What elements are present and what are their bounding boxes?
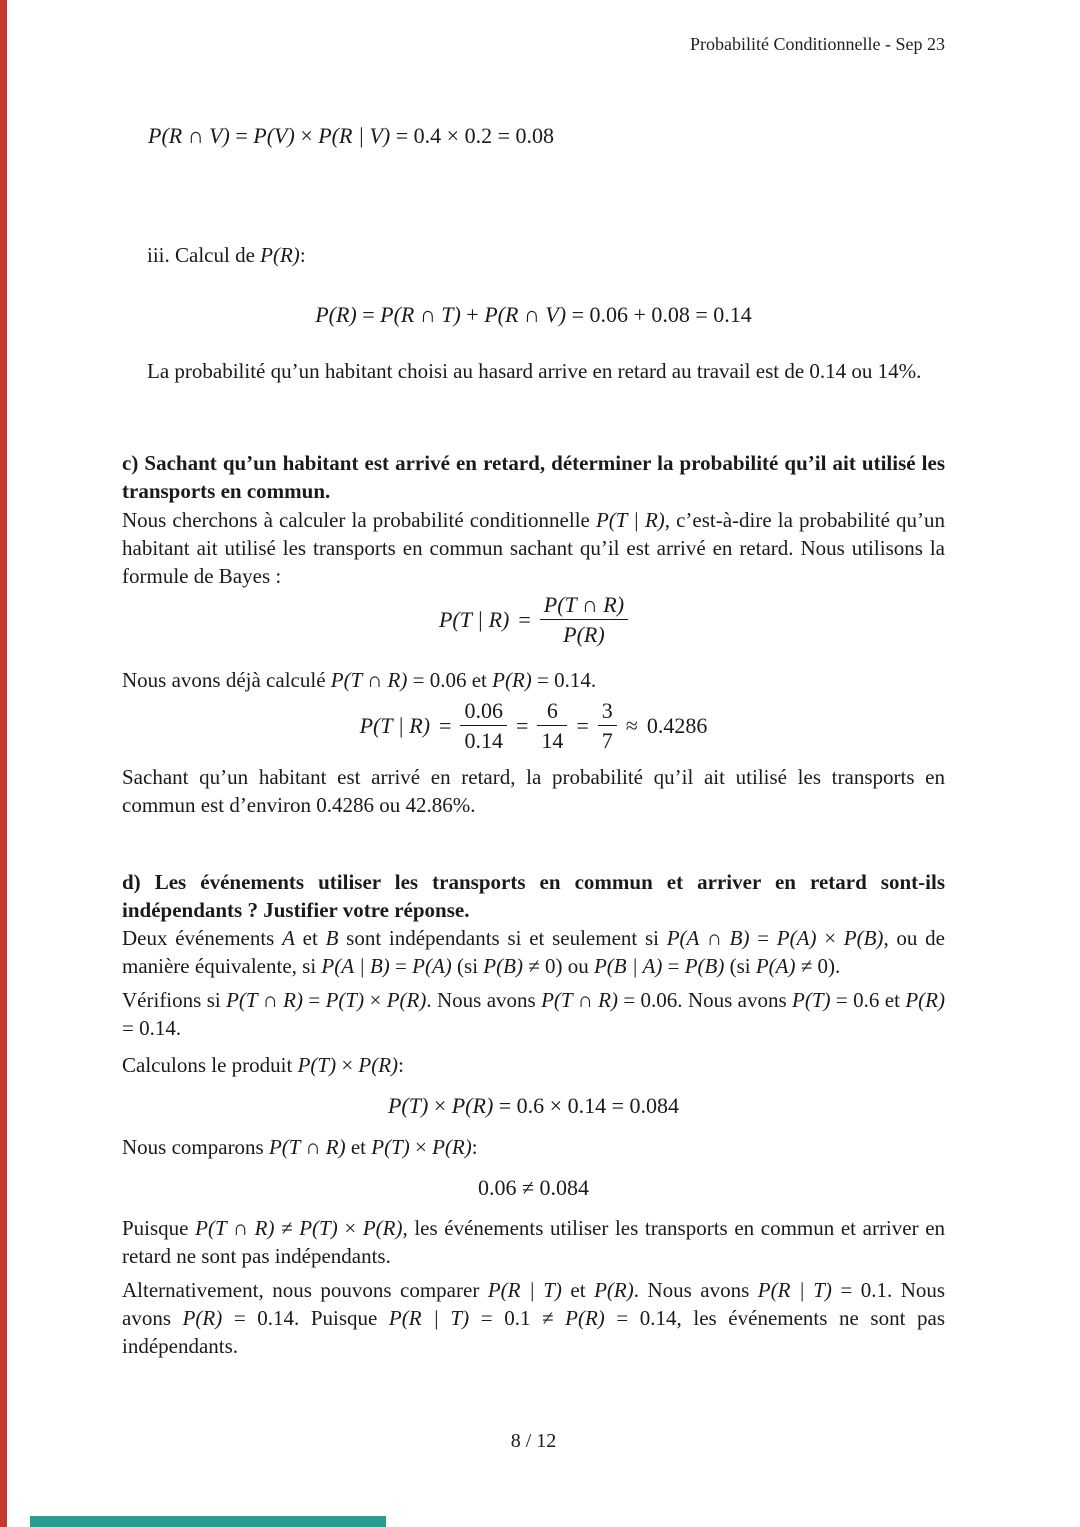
ratio-f2-numerator: 6 xyxy=(546,698,558,723)
ratio-equals-3: = xyxy=(576,712,589,738)
ratio-formula xyxy=(122,699,945,752)
section-c-conclusion: Sachant qu’un habitant est arrivé en retard, la probabilité qu’il ait utilisé les transports en commun est d’environ 0.4286 ou 42.86%. xyxy=(122,765,945,817)
bayes-formula xyxy=(122,593,945,646)
ratio-fraction-threesevenths xyxy=(598,699,617,752)
bayes-lhs: P(T | R) xyxy=(438,606,510,632)
ratio-f1-denominator: 0.14 xyxy=(460,725,507,752)
ratio-f3-denominator: 7 xyxy=(598,725,617,752)
verification-paragraph: Vérifions si P(T ∩ R) = P(T) × P(R). Nous avons P(T ∩ R) = 0.06. Nous avons P(T) = 0.6 et P(R) = 0.14. xyxy=(122,988,945,1040)
bottom-edge-accent-bar xyxy=(30,1516,386,1527)
ratio-f1-numerator: 0.06 xyxy=(464,698,503,723)
ratio-f3-numerator: 3 xyxy=(601,698,613,723)
formula-p-r-inter-v: P(R ∩ V) = P(V) × P(R | V) = 0.4 × 0.2 = 0.08 xyxy=(148,123,554,148)
page-number: 8 / 12 xyxy=(510,1430,557,1452)
formula-p-r-total: P(R) = P(R ∩ T) + P(R ∩ V) = 0.06 + 0.08 = 0.14 xyxy=(315,302,752,327)
page-header: Probabilité Conditionnelle - Sep 23 xyxy=(690,34,945,54)
conclusion-not-independent: Puisque P(T ∩ R) ≠ P(T) × P(R), les événements utiliser les transports en commun et arriver en retard ne sont pas indépendants. xyxy=(122,1216,946,1268)
independence-definition: Deux événements A et B sont indépendants si et seulement si P(A ∩ B) = P(A) × P(B), ou de manière équivalente, si P(A | B) = P(A) (si P(B) ≠ 0) ou P(B | A) = P(B) (si P(A) ≠ 0). xyxy=(122,926,945,978)
ratio-result: 0.4286 xyxy=(646,712,708,738)
ratio-approx-sign: ≈ xyxy=(625,712,638,738)
ratio-lhs: P(T | R) xyxy=(359,712,431,738)
ratio-equals-1: = xyxy=(439,712,452,738)
ratio-fraction-sixfourteenths xyxy=(537,699,567,752)
bayes-denominator: P(R) xyxy=(540,619,628,646)
product-intro: Calculons le produit P(T) × P(R): xyxy=(122,1053,404,1077)
bayes-equals: = xyxy=(518,606,531,632)
ratio-equals-2: = xyxy=(515,712,529,738)
product-formula: P(T) × P(R) = 0.6 × 0.14 = 0.084 xyxy=(387,1093,679,1118)
conclusion-p-r: La probabilité qu’un habitant choisi au hasard arrive en retard au travail est de 0.14 ou 14%. xyxy=(147,359,922,383)
section-c-intro: Nous cherchons à calculer la probabilité conditionnelle P(T | R), c’est-à-dire la probabilité qu’un habitant ait utilisé les transports en commun sachant qu’il est arrivé en retard. Nous utilisons la formule de Bayes : xyxy=(122,508,945,588)
bayes-fraction xyxy=(540,593,628,646)
comparison-intro: Nous comparons P(T ∩ R) et P(T) × P(R): xyxy=(122,1135,478,1159)
ratio-f2-denominator: 14 xyxy=(537,725,567,752)
section-d-heading: d) Les événements utiliser les transports en commun et arriver en retard sont-ils indépendants ? Justifier votre réponse. xyxy=(122,870,945,922)
comparison-formula: 0.06 ≠ 0.084 xyxy=(477,1175,590,1200)
list-item-iii-label: iii. Calcul de P(R): xyxy=(147,243,306,267)
alternative-argument: Alternativement, nous pouvons comparer P(R | T) et P(R). Nous avons P(R | T) = 0.1. Nous avons P(R) = 0.14. Puisque P(R | T) = 0.1 ≠ P(R) = 0.14, les événements ne sont pas indépendants. xyxy=(122,1278,946,1358)
bayes-numerator: P(T ∩ R) xyxy=(543,592,625,617)
ratio-fraction-decimal xyxy=(460,699,507,752)
left-edge-accent-bar xyxy=(0,0,7,1527)
section-c-heading: c) Sachant qu’un habitant est arrivé en retard, déterminer la probabilité qu’il ait utilisé les transports en commun. xyxy=(122,451,945,503)
known-values: Nous avons déjà calculé P(T ∩ R) = 0.06 et P(R) = 0.14. xyxy=(122,668,597,692)
